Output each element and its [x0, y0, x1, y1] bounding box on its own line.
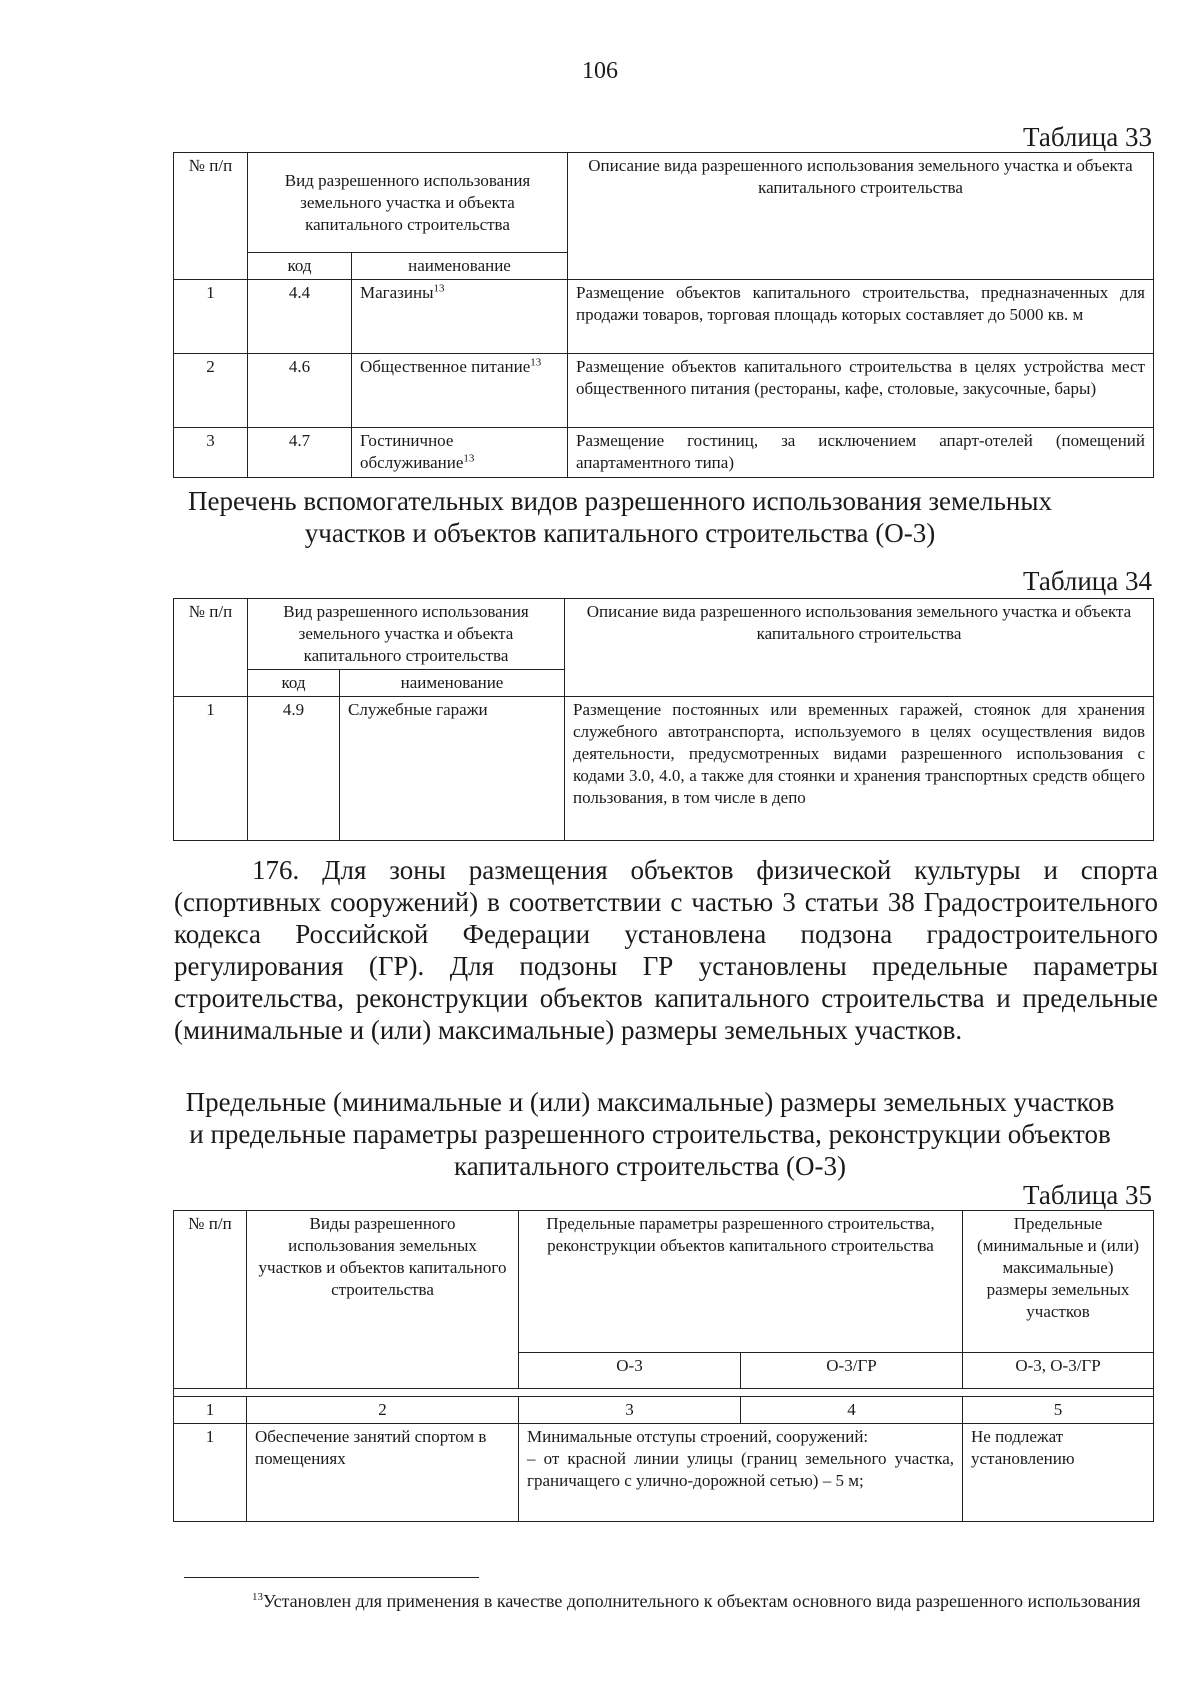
t33-row-num: 1 — [174, 280, 248, 354]
t35-row-num: 1 — [174, 1424, 247, 1522]
t35-header-o3-both: О-3, О-3/ГР — [963, 1353, 1154, 1389]
t35-col-number: 2 — [247, 1397, 519, 1424]
t34-header-num: № п/п — [174, 599, 248, 697]
t35-header-o3: О-3 — [519, 1353, 741, 1389]
table-row — [174, 354, 1154, 428]
t33-row-name — [352, 280, 568, 354]
table-34-caption: Таблица 34 — [1023, 566, 1152, 596]
t35-row-params-text: – от красной линии улицы (границ земельного участка, граничащего с улично-дорожной сетью) – 5 м; — [527, 1449, 955, 1490]
t34-header-name: наименование — [340, 670, 565, 697]
t35-header-num: № п/п — [174, 1211, 247, 1389]
t33-row-name-text: Общественное питание — [360, 357, 531, 376]
t35-col-number: 1 — [174, 1397, 247, 1424]
t33-header-description: Описание вида разрешенного использования земельного участка и объекта капитального строительства — [568, 153, 1154, 280]
paragraph-176: 176. Для зоны размещения объектов физической культуры и спорта (спортивных сооружений) в соответствии с частью 3 статьи 38 Градостроительного кодекса Российской Федерации установлена подзона градостроительного регулирования (ГР). Для подзоны ГР установлены предельные параметры строительства, реконструкции объектов капитального строительства и предельные (минимальные и (или) максимальные) размеры земельных участков. — [174, 855, 1158, 1045]
footnote-marker: 13 — [252, 1591, 263, 1603]
t33-header-name: наименование — [352, 253, 568, 280]
footnote-ref: 13 — [463, 452, 475, 465]
table-35 — [173, 1210, 1154, 1522]
t34-row-num: 1 — [174, 697, 248, 841]
t33-row-code: 4.4 — [248, 280, 352, 354]
t34-header-description: Описание вида разрешенного использования земельного участка и объекта капитального строительства — [565, 599, 1154, 697]
t33-row-name — [352, 428, 568, 478]
t35-row-params — [519, 1424, 963, 1522]
t33-row-code: 4.6 — [248, 354, 352, 428]
t33-row-name — [352, 354, 568, 428]
section-heading-limit-parameters: Предельные (минимальные и (или) максимальные) размеры земельных участков и предельные параметры разрешенного строительства, реконструкции объектов капитального строительства (О-3) — [185, 1087, 1115, 1181]
t33-row-num: 3 — [174, 428, 248, 478]
table-35-caption: Таблица 35 — [1023, 1180, 1152, 1210]
table-33-caption: Таблица 33 — [1023, 122, 1152, 152]
t35-header-params: Предельные параметры разрешенного строительства, реконструкции объектов капитального строительства — [519, 1211, 963, 1353]
section-heading-auxiliary-uses: Перечень вспомогательных видов разрешенного использования земельных участков и объектов капитального строительства (О-3) — [188, 486, 1052, 548]
table-33 — [173, 152, 1154, 478]
t33-row-num: 2 — [174, 354, 248, 428]
table-row — [174, 697, 1154, 841]
footnote — [174, 1589, 1158, 1614]
table-row — [174, 428, 1154, 478]
t35-header-o3gr: О-3/ГР — [741, 1353, 963, 1389]
t34-header-code: код — [248, 670, 340, 697]
t33-row-name-text: Гостиничное обслуживание — [360, 431, 464, 472]
t35-row-kind: Обеспечение занятий спортом в помещениях — [247, 1424, 519, 1522]
t33-header-num: № п/п — [174, 153, 248, 280]
t35-header-sizes: Предельные (минимальные и (или) максимальные) размеры земельных участков — [963, 1211, 1154, 1353]
t33-row-description: Размещение гостиниц, за исключением апарт-отелей (помещений апартаментного типа) — [568, 428, 1154, 478]
t33-row-name-text: Магазины — [360, 283, 434, 302]
t33-row-description: Размещение объектов капитального строительства в целях устройства мест общественного питания (рестораны, кафе, столовые, закусочные, бары) — [568, 354, 1154, 428]
t34-row-code: 4.9 — [248, 697, 340, 841]
t34-header-kind: Вид разрешенного использования земельного участка и объекта капитального строительства — [248, 599, 565, 670]
t33-header-code: код — [248, 253, 352, 280]
t33-header-kind: Вид разрешенного использования земельного участка и объекта капитального строительства — [248, 153, 568, 253]
footnote-text: Установлен для применения в качестве дополнительного к объектам основного вида разрешенного использования — [263, 1591, 1141, 1611]
t33-row-description: Размещение объектов капитального строительства, предназначенных для продажи товаров, торговая площадь которых составляет до 5000 кв. м — [568, 280, 1154, 354]
table-row — [174, 280, 1154, 354]
t35-row-sizes: Не подлежат установлению — [963, 1424, 1154, 1522]
t35-col-number: 4 — [741, 1397, 963, 1424]
table-row — [174, 1397, 1154, 1424]
table-34 — [173, 598, 1154, 841]
footnote-separator — [184, 1577, 479, 1578]
t35-separator — [174, 1389, 1154, 1397]
t35-col-number: 3 — [519, 1397, 741, 1424]
t34-row-name: Служебные гаражи — [340, 697, 565, 841]
footnote-ref: 13 — [530, 356, 542, 369]
footnote-ref: 13 — [433, 282, 445, 295]
t35-col-number: 5 — [963, 1397, 1154, 1424]
t35-row-params-title: Минимальные отступы строений, сооружений: — [527, 1427, 869, 1446]
page-number: 106 — [582, 58, 618, 84]
table-row — [174, 1424, 1154, 1522]
t34-row-description: Размещение постоянных или временных гаражей, стоянок для хранения служебного автотранспорта, используемого в целях осуществления видов деятельности, предусмотренных видами разрешенного использования с кодами 3.0, 4.0, а также для стоянки и хранения транспортных средств общего пользования, в том числе в депо — [565, 697, 1154, 841]
t35-header-kinds: Виды разрешенного использования земельных участков и объектов капитального строительства — [247, 1211, 519, 1389]
t33-row-code: 4.7 — [248, 428, 352, 478]
